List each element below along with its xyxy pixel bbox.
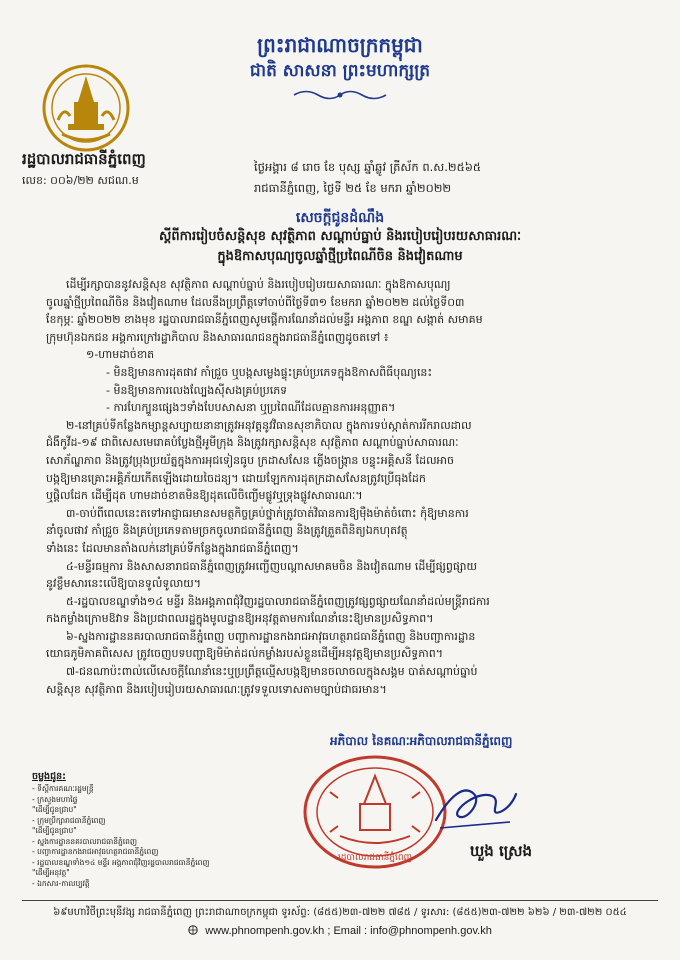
recipient-item: - ក្រុមប្រឹក្សារាជធានីភ្នំពេញ	[32, 815, 106, 825]
issuing-authority: រដ្ឋបាលរាជធានីភ្នំពេញ	[22, 150, 146, 168]
body-line: ១-ហាមដាច់ខាត	[86, 348, 155, 362]
document-subject-line-2: ក្នុងឱកាសបុណ្យចូលឆ្នាំថ្មីប្រពៃណីចិន និងវៀតណាម	[217, 249, 463, 264]
body-line: ២-នៅគ្រប់ទីកន្លែងកម្សាន្តសប្បាយនានាត្រូវអនុវត្តនូវវិធានសុខាភិបាល ក្នុងការទប់ស្កាត់ការរីករាលដាល	[66, 418, 472, 432]
website-link[interactable]: www.phnompenh.gov.kh	[205, 925, 325, 937]
document-subject-line-1: ស្តីពីការរៀបចំសន្តិសុខ សុវត្ថិភាព សណ្តាប់ធ្នាប់ និងរបៀបរៀបរយសាធារណៈ	[158, 229, 522, 244]
globe-icon	[188, 925, 198, 935]
body-line: នាំចូលផាវ កាំជ្រួច និងគ្រប់ប្រភេទតាមច្រកចូលរាជធានីភ្នំពេញ និងត្រូវត្រួតពិនិត្យឯកហុតវត្ថុ	[46, 524, 408, 538]
body-line: ៣-ចាប់ពីពេលនេះតទៅអាជ្ញាធរមានសមត្ថកិច្ចគ្រប់ថ្នាក់ត្រូវចាត់វិធានការឱ្យម៉ឺងម៉ាត់ចំពោះ កុំឱ្យមានការ	[66, 506, 469, 520]
recipients-block	[32, 770, 282, 889]
document-title: សេចក្តីជូនដំណឹង	[295, 210, 385, 226]
handwritten-signature	[430, 776, 520, 836]
footer-contact: www.phnompenh.gov.kh ; Email : info@phnompenh.gov.kh	[0, 925, 680, 937]
signer-name: ឃួង ស្រេង	[470, 842, 533, 860]
body-line: នូវខ្លឹមសារនេះលើឱ្យបានទូលំទូលាយ។	[46, 577, 202, 591]
reference-number: លេខ: ០០៦/២២ សជណ.ម	[22, 174, 139, 187]
recipient-item: "ដើម្បីជូនជ្រាប"	[32, 826, 77, 835]
recipient-item: "ដើម្បីជូនជ្រាប"	[32, 805, 77, 814]
lunar-date: ថ្ងៃអង្គារ ៨ រោច ខែ បុស្ស ឆ្នាំឆ្លូវ ត្រីស័ក ព.ស.២៥៦៥	[254, 160, 482, 174]
email-label: Email :	[333, 925, 368, 937]
body-line: ៦-ស្នងការដ្ឋាននគរបាលរាជធានីភ្នំពេញ បញ្ជាការដ្ឋានកងរាជអាវុធហត្ថរាជធានីភ្នំពេញ និងបញ្ជាការដ្ឋាន	[66, 629, 476, 643]
body-line: - មិនឱ្យមានការលេងល្បែងស៊ីសងគ្រប់ប្រភេទ	[106, 383, 288, 397]
official-seal-stamp	[300, 752, 450, 872]
motto-heading: ជាតិ សាសនា ព្រះមហាក្សត្រ	[249, 61, 431, 81]
body-line: ចូលឆ្នាំថ្មីប្រពៃណីចិន និងវៀតណាម ដែលនឹងប្រព្រឹត្តទៅចាប់ពីថ្ងៃទី៣១ ខែមករា ឆ្នាំ២០២២ ដល់ថ្ងៃទី០៣	[46, 295, 465, 309]
recipients-list	[32, 784, 282, 889]
solar-date: រាជធានីភ្នំពេញ, ថ្ងៃទី ២៥ ខែ មករា ឆ្នាំ២០២២	[254, 181, 452, 195]
recipient-item: - ស្នងការដ្ឋាននគរបាលរាជធានីភ្នំពេញ	[32, 836, 138, 846]
body-line: ទាំងនេះ ដែលមានតាំងលក់នៅគ្រប់ទីកន្លែងក្នុងរាជធានីភ្នំពេញ។	[46, 541, 299, 555]
signoff-title: អភិបាល នៃគណៈអភិបាលរាជធានីភ្នំពេញ	[330, 734, 513, 748]
body-line: ក្រុមហ៊ុនឯកជន អង្គការក្រៅរដ្ឋាភិបាល និងសាធារណជនក្នុងរាជធានីភ្នំពេញដូចតទៅ ៖	[46, 330, 389, 344]
body-line: សោភ័ណ្ឌភាព និងត្រូវប្រុងប្រយ័ត្នក្នុងការអុជទៀនធូប ក្រដាសសែន ភ្លើងចង្ក្រាន បន្ទុះអគ្គិសនី ដែលអាច	[46, 453, 455, 467]
recipient-item: - រដ្ឋបាលខណ្ឌទាំង១៤ មន្ទីរ អង្គភាពជុំវិញរដ្ឋបាលរាជធានីភ្នំពេញ	[32, 857, 210, 867]
body-line: - មិនឱ្យមានការដុតផាវ កាំជ្រួច ឬបង្កសម្លេងផ្ទុះគ្រប់ប្រភេទក្នុងឱកាសពិធីបុណ្យនេះ	[106, 365, 433, 379]
body-line: ដើម្បីរក្សាបាននូវសន្តិសុខ សុវត្ថិភាព សណ្តាប់ធ្នាប់ និងរបៀបរៀបរយសាធារណៈ ក្នុងឱកាសបុណ្យ	[66, 278, 451, 291]
body-line: បង្កឱ្យមានគ្រោះអគ្គិភ័យកើតឡើងដោយចៃដន្យ។ ដោយឡែកការដុតក្រដាសសែនត្រូវប្រើធុងដែក	[46, 471, 426, 485]
body-line: កងកម្លាំងក្រោមឱវាទ និងប្រជាពលរដ្ឋក្នុងមូលដ្ឋានឱ្យអនុវត្តតាមការណែនាំនេះឱ្យមានប្រសិទ្ធភាព។	[46, 612, 434, 626]
body-line: សន្តិសុខ សុវត្ថិភាព និងរបៀបរៀបរយសាធារណៈត្រូវទទួលទោសតាមច្បាប់ជាធរមាន។	[46, 682, 387, 696]
recipient-item: - ក្រសួងមហាផ្ទៃ	[32, 794, 78, 804]
footer-address: ៦៩មហាវិថីព្រះមុនីវង្ស រាជធានីភ្នំពេញ ព្រះរាជាណាចក្រកម្ពុជា ទូរស័ព្ទ: (៨៥៥)២៣-៧២២ ៧៨៥ / ទូរសារ: (៨៥៥)២៣-៧២២ ៦២៦ / ២៣-៧២២ ០៥៤	[53, 907, 627, 918]
body-line: ៤-មន្ទីរធម្មការ និងសាសនារាជធានីភ្នំពេញត្រូវអញ្ជើញបណ្តាសមាគមចិន និងវៀតណាម ដើម្បីផ្សព្វផ្សាយ	[66, 559, 477, 573]
recipient-item: - ឯកសារ-កាលប្បវត្តិ	[32, 878, 90, 888]
recipient-item: "ដើម្បីអនុវត្ត"	[32, 868, 70, 877]
body-line: ឬផ្តិលដែក ដើម្បីដុត ហាមដាច់ខាតមិនឱ្យដុតលើចិញ្ចើមផ្លូវឬទ្រុងផ្លូវសាធារណៈ។	[46, 489, 363, 503]
document-body	[46, 276, 644, 698]
body-line: ខែកុម្ភៈ ឆ្នាំ២០២២ ខាងមុខ រដ្ឋបាលរាជធានីភ្នំពេញសូមផ្តើការណែនាំដល់មន្ទីរ អង្គភាព ខណ្ឌ សង្កាត់ សមាគម	[46, 313, 483, 327]
recipients-label: ចម្លងជូន:	[32, 771, 66, 782]
email-link[interactable]: info@phnompenh.gov.kh	[370, 925, 492, 937]
heading-ornament	[290, 88, 390, 102]
seal-text: រដ្ឋបាលរាជធានីភ្នំពេញ	[337, 853, 413, 863]
body-line: ៧-ជនណាប៉ះពាល់លើសេចក្តីណែនាំនេះឬប្រព្រឹត្តល្មើសបង្កឱ្យមានចលាចលក្នុងសង្គម បាត់សណ្តាប់ធ្នាប់	[66, 665, 478, 679]
recipient-item: - បញ្ជាការដ្ឋានកងរាជអាវុធហត្ថរាជធានីភ្នំពេញ	[32, 847, 159, 856]
body-line: យោធភូមិភាគពិសេស ត្រូវចេញបទបញ្ជាឱ្យមិម៉ាត់ដល់កម្លាំងរបស់ខ្លួនដើម្បីអនុវត្តឱ្យមានប្រសិទ្ធភាព។	[46, 647, 443, 661]
body-line: ជំងឺកូវីដ-១៩ ជាពិសេសមេរោគបំប្លែងថ្មីអូមីក្រុង និងត្រូវរក្សាសន្តិសុខ សុវត្ថិភាព សណ្តាប់ធ្នាប់សាធារណៈ	[46, 436, 459, 450]
body-line: ៥-រដ្ឋបាលខណ្ឌទាំង១៤ មន្ទីរ និងអង្គភាពជុំវិញរដ្ឋបាលរាជធានីភ្នំពេញត្រូវផ្សព្វផ្សាយណែនាំដល់មន្ត្រីរាជការ	[66, 594, 490, 608]
kingdom-heading: ព្រះរាជាណាចក្រកម្ពុជា	[257, 33, 423, 57]
footer-divider	[22, 900, 658, 901]
body-line: - ការហែក្បួនផ្សេងៗទាំងបែបសាសនា ឬប្រពៃណីដែលគ្មានការអនុញ្ញាត។	[106, 401, 396, 415]
recipient-item: - ទីស្តីការគណៈរដ្ឋមន្ត្រី	[32, 784, 94, 793]
